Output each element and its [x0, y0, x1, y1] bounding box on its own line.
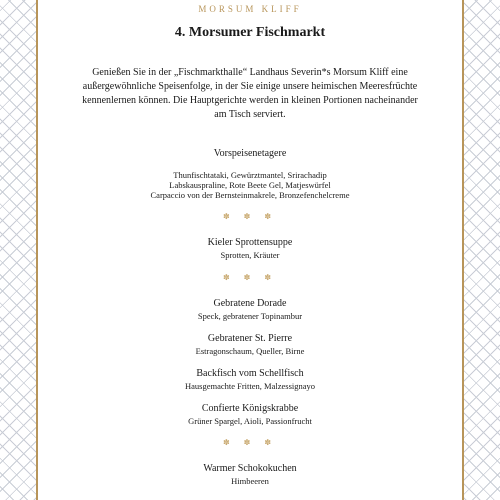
course-heading-starters: Vorspeisenetagere	[213, 148, 287, 159]
main-course-name: Confierte Königskrabbe	[201, 403, 299, 414]
divider-ornament: ✽ ✽ ✽	[222, 273, 278, 282]
main-course-name: Gebratener St. Pierre	[207, 333, 293, 344]
main-course-desc: Grüner Spargel, Aioli, Passionfrucht	[188, 416, 312, 426]
divider-ornament: ✽ ✽ ✽	[222, 212, 278, 221]
starter-item-3: Carpaccio von der Bernsteinmakrele, Bronzefenchelcreme	[150, 190, 350, 200]
menu-title: 4. Morsumer Fischmarkt	[174, 25, 326, 40]
starter-item-1: Thunfischtataki, Gewürztmantel, Srirachadip	[173, 170, 327, 180]
menu-card-inner	[45, 0, 455, 500]
starter-item-2: Labskauspraline, Rote Beete Gel, Matjeswürfel	[169, 180, 331, 190]
course-heading-soup: Kieler Sprottensuppe	[207, 237, 293, 248]
menu-card	[36, 0, 464, 500]
main-course-name: Backfisch vom Schellfisch	[196, 368, 304, 379]
intro-text: Genießen Sie in der „Fischmarkthalle“ Landhaus Severin*s Morsum Kliff eine außergewöhnliche Speisenfolge, in der Sie einige unsere heimischen Meeresfrüchte kennenlernen können. Die Hauptgerichte werden in kleinen Portionen nacheinander am Tisch serviert.	[82, 67, 418, 120]
course-heading-dessert: Warmer Schokokuchen	[203, 463, 297, 474]
divider-ornament: ✽ ✽ ✽	[222, 438, 278, 447]
brand-name: MORSUM KLIFF	[198, 4, 302, 14]
main-course-desc: Estragonschaum, Queller, Birne	[195, 346, 305, 356]
dessert-desc: Himbeeren	[231, 476, 269, 486]
main-course-desc: Speck, gebratener Topinambur	[197, 311, 303, 321]
main-course-name: Gebratene Dorade	[213, 298, 287, 309]
soup-desc: Sprotten, Kräuter	[220, 250, 280, 260]
main-course-desc: Hausgemachte Fritten, Malzessignayo	[184, 381, 316, 391]
